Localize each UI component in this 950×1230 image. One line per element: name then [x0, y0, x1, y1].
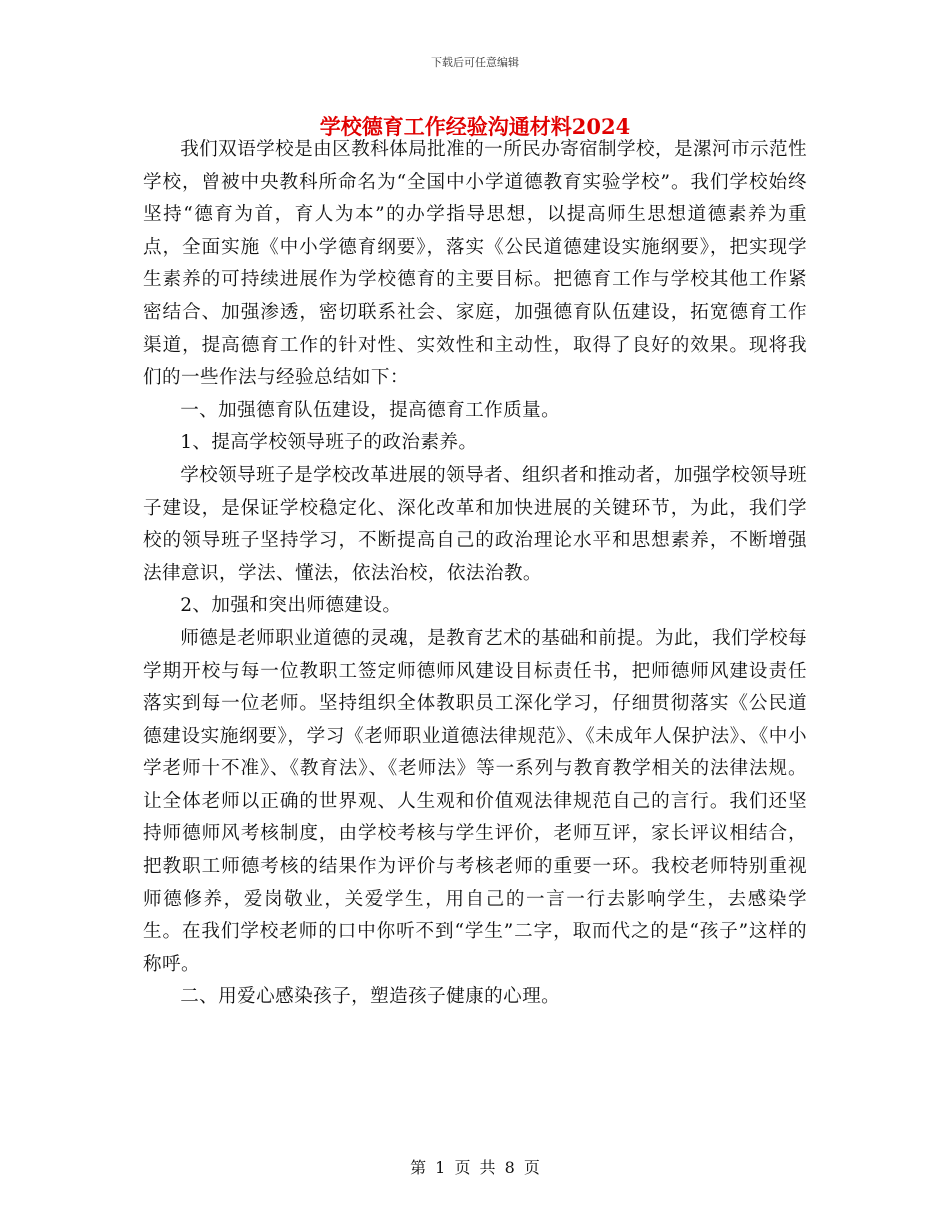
- header-note: 下载后可任意编辑: [431, 56, 519, 69]
- subheading-1-2: 2、加强和突出师德建设。: [180, 595, 402, 617]
- paragraph-intro: 我们双语学校是由区教科体局批准的一所民办寄宿制学校，是漯河市示范性学校，曾被中央教科所命名为“全国中小学道德教育实验学校”。我们学校始终坚持“德育为首，育人为本”的办学指导思想，以提高师生思想道德素养为重点，全面实施《中小学德育纲要》，落实《公民道德建设实施纲要》，把实现学生素养的可持续进展作为学校德育的主要目标。把德育工作与学校其他工作紧密结合、加强渗透，密切联系社会、家庭，加强德育队伍建设，拓宽德育工作渠道，提高德育工作的针对性、实效性和主动性，取得了良好的效果。现将我们的一些作法与经验总结如下：: [143, 139, 807, 389]
- subheading-1-1: 1、提高学校领导班子的政治素养。: [180, 432, 478, 454]
- paragraph-leadership: 学校领导班子是学校改革进展的领导者、组织者和推动者，加强学校领导班子建设，是保证学校稳定化、深化改革和加快进展的关键环节，为此，我们学校的领导班子坚持学习，不断提高自己的政治理论水平和思想素养，不断增强法律意识，学法、懂法，依法治校，依法治教。: [143, 464, 807, 584]
- section-heading-1: 一、加强德育队伍建设，提高德育工作质量。: [180, 399, 561, 421]
- section-heading-2: 二、用爱心感染孩子，塑造孩子健康的心理。: [180, 986, 561, 1008]
- paragraph-teacher-ethics: 师德是老师职业道德的灵魂，是教育艺术的基础和前提。为此，我们学校每学期开校与每一位教职工签定师德师风建设目标责任书，把师德师风建设责任落实到每一位老师。坚持组织全体教职员工深化学习，仔细贯彻落实《公民道德建设实施纲要》，学习《老师职业道德法律规范》、《未成年人保护法》、《中小学老师十不准》、《教育法》、《老师法》等一系列与教育教学相关的法律法规。让全体老师以正确的世界观、人生观和价值观法律规范自己的言行。我们还坚持师德师风考核制度，由学校考核与学生评价，老师互评，家长评议相结合，把教职工师德考核的结果作为评价与考核老师的重要一环。我校老师特别重视师德修养，爱岗敬业，关爱学生，用自己的一言一行去影响学生，去感染学生。在我们学校老师的口中你听不到“学生”二字，取而代之的是“孩子”这样的称呼。: [143, 627, 807, 975]
- document-body: [143, 134, 807, 1014]
- document-title: 学校德育工作经验沟通材料2024: [319, 114, 631, 139]
- page-footer: 第 1 页 共 8 页: [410, 1158, 540, 1177]
